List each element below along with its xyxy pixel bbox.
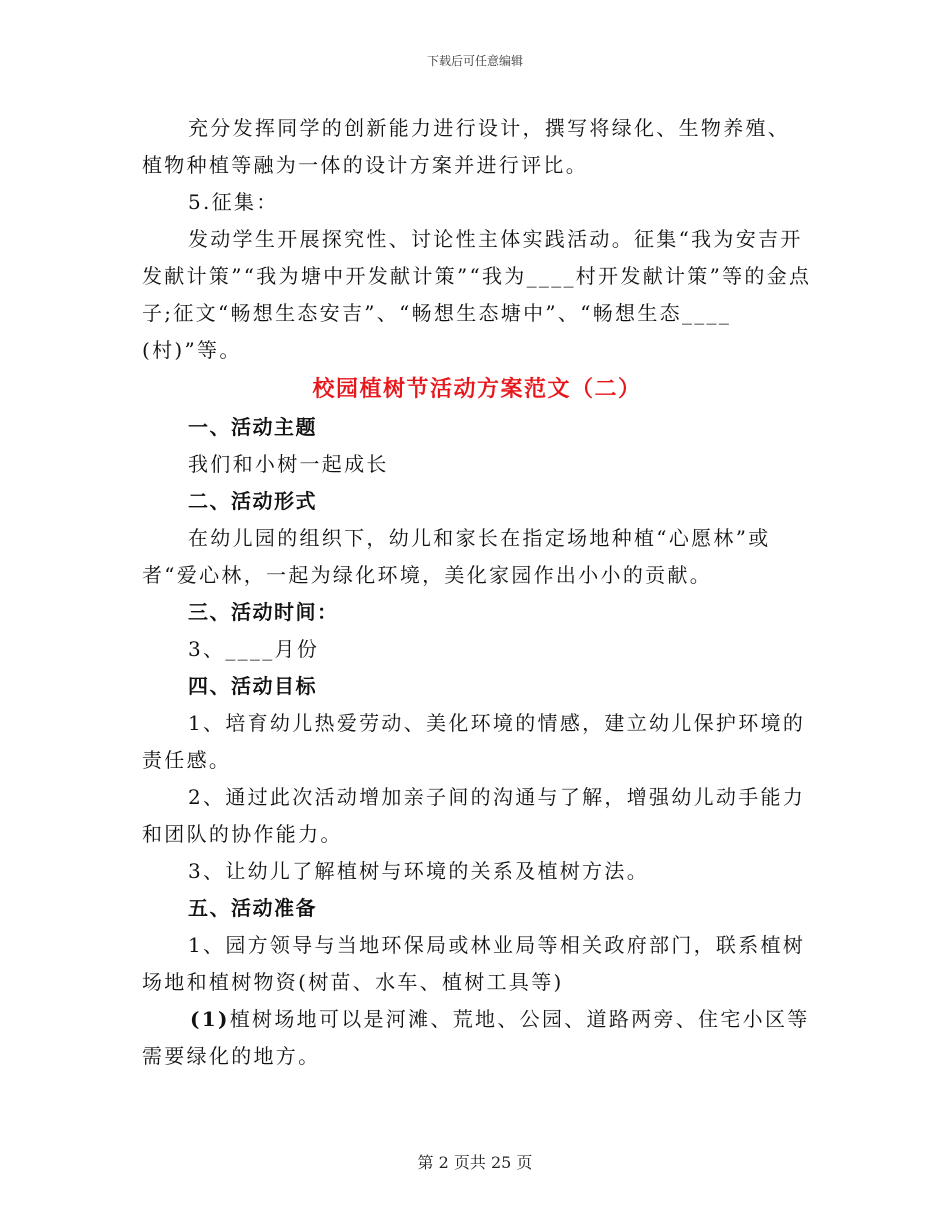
preparation-subitem-1 <box>142 1001 812 1075</box>
text-activity-time: 3、____月份 <box>188 637 320 661</box>
text-activity-theme: 我们和小树一起成长 <box>188 452 389 476</box>
subitem-text: 植树场地可以是河滩、荒地、公园、道路两旁、住宅小区等需要绿化的地方。 <box>142 1007 810 1068</box>
item-collection-heading: 5.征集： <box>188 190 279 214</box>
paragraph-design-competition: 充分发挥同学的创新能力进行设计，撰写将绿化、生物养殖、植物种植等融为一体的设计方案并进行评比。 <box>142 116 791 177</box>
subitem-number: (1) <box>190 1007 230 1031</box>
goal-item-3: 3、让幼儿了解植树与环境的关系及植树方法。 <box>188 859 650 883</box>
heading-activity-theme: 一、活动主题 <box>188 415 317 439</box>
heading-activity-goals: 四、活动目标 <box>188 674 317 698</box>
paragraph-collection-details: 发动学生开展探究性、讨论性主体实践活动。征集“我为安吉开发献计策”“我为塘中开发献计策”“我为____村开发献计策”等的金点子;征文“畅想生态安吉”、“畅想生态塘中”、“畅想生态____(村)”等。 <box>142 227 812 362</box>
heading-activity-form: 二、活动形式 <box>188 489 317 513</box>
goal-item-2: 2、通过此次活动增加亲子间的沟通与了解，增强幼儿动手能力和团队的协作能力。 <box>142 785 806 846</box>
heading-activity-time: 三、活动时间： <box>188 600 339 624</box>
text-activity-form: 在幼儿园的组织下，幼儿和家长在指定场地种植“心愿林”或者“爱心林，一起为绿化环境，美化家园作出小小的贡献。 <box>142 526 771 587</box>
page-number: 第 2 页共 25 页 <box>417 1153 533 1172</box>
goal-item-1: 1、培育幼儿热爱劳动、美化环境的情感，建立幼儿保护环境的责任感。 <box>142 711 806 772</box>
heading-activity-preparation: 五、活动准备 <box>188 896 317 920</box>
section-title: 校园植树节活动方案范文（二） <box>312 376 642 402</box>
preparation-item-1: 1、园方领导与当地环保局或林业局等相关政府部门，联系植树场地和植树物资(树苗、水车、植树工具等) <box>142 933 806 994</box>
document-body <box>142 110 812 1075</box>
page-header-note: 下载后可任意编辑 <box>426 54 523 68</box>
